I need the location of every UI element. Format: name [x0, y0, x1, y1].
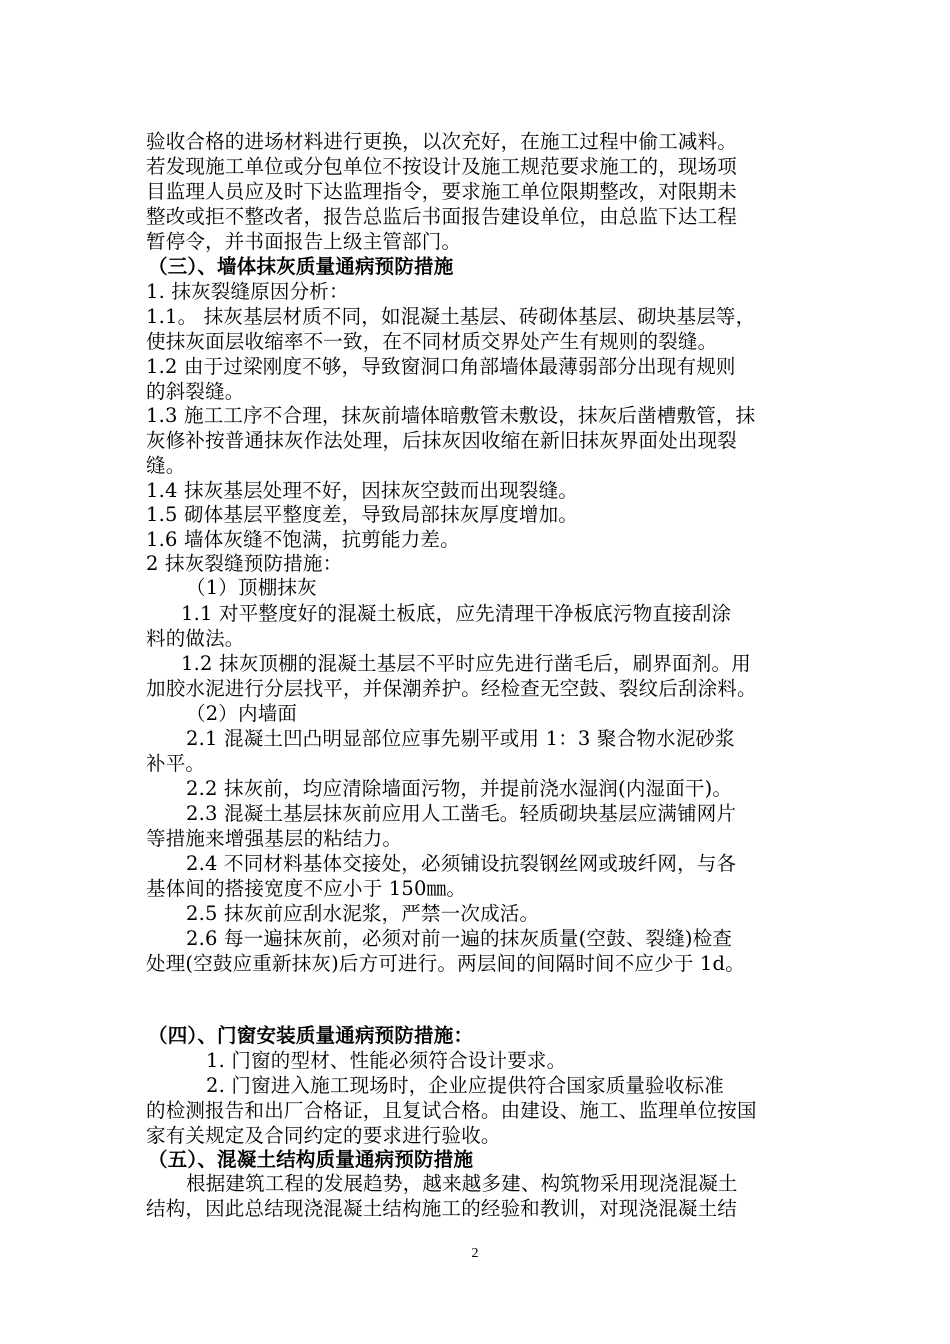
- body-text-line: 2.6 每一遍抹灰前，必须对前一遍的抹灰质量(空鼓、裂缝)检查: [186, 927, 733, 950]
- body-text-line: 1.3 施工工序不合理，抹灰前墙体暗敷管未敷设，抹灰后凿槽敷管，抹: [146, 404, 756, 427]
- body-text-line: 1.4 抹灰基层处理不好，因抹灰空鼓而出现裂缝。: [146, 479, 579, 502]
- body-text-line: 1.6 墙体灰缝不饱满，抗剪能力差。: [146, 528, 460, 551]
- body-text-line: 2.4 不同材料基体交接处，必须铺设抗裂钢丝网或玻纤网，与各: [186, 852, 737, 875]
- body-text-line: 缝。: [146, 454, 186, 477]
- body-text-line: 等措施来增强基层的粘结力。: [146, 827, 403, 850]
- body-text-line: 目监理人员应及时下达监理指令，要求施工单位限期整改，对限期未: [146, 180, 738, 203]
- body-text-line: 验收合格的进场材料进行更换，以次充好，在施工过程中偷工减料。: [146, 130, 738, 153]
- page-number: 2: [471, 1246, 479, 1261]
- body-text-line: 基体间的搭接宽度不应小于 150㎜。: [146, 877, 467, 900]
- body-text-line: 处理(空鼓应重新抹灰)后方可进行。两层间的间隔时间不应少于 1d。: [146, 952, 745, 975]
- body-text-line: 2. 门窗进入施工现场时，企业应提供符合国家质量验收标准: [206, 1074, 724, 1097]
- body-text-line: （1）顶棚抹灰: [186, 576, 317, 599]
- body-text-line: 1.5 砌体基层平整度差，导致局部抹灰厚度增加。: [146, 503, 579, 526]
- body-text-line: 2 抹灰裂缝预防措施：: [146, 552, 343, 575]
- body-text-line: 2.1 混凝土凹凸明显部位应事先剔平或用 1：3 聚合物水泥砂浆: [186, 727, 735, 750]
- body-text-line: 1.1。 抹灰基层材质不同，如混凝土基层、砖砌体基层、砌块基层等，: [146, 305, 756, 328]
- body-text-line: 1. 门窗的型材、性能必须符合设计要求。: [206, 1049, 567, 1072]
- body-text-line: 结构，因此总结现浇混凝土结构施工的经验和教训，对现浇混凝土结: [146, 1197, 738, 1220]
- body-text-line: 1.2 抹灰顶棚的混凝土基层不平时应先进行凿毛后，刷界面剂。用: [181, 652, 751, 675]
- body-text-line: 1.1 对平整度好的混凝土板底，应先清理干净板底污物直接刮涂: [181, 602, 732, 625]
- body-text-line: 根据建筑工程的发展趋势，越来越多建、构筑物采用现浇混凝土: [186, 1172, 738, 1195]
- body-text-line: 的斜裂缝。: [146, 380, 245, 403]
- body-text-line: 2.2 抹灰前，均应清除墙面污物，并提前浇水湿润(内湿面干)。: [186, 777, 733, 800]
- body-text-line: （2）内墙面: [186, 702, 298, 725]
- body-text-line: 使抹灰面层收缩率不一致，在不同材质交界处产生有规则的裂缝。: [146, 330, 718, 353]
- body-text-line: 2.3 混凝土基层抹灰前应用人工凿毛。轻质砌块基层应满铺网片: [186, 802, 737, 825]
- body-text-line: 料的做法。: [146, 627, 245, 650]
- section-heading-5: （五）、混凝土结构质量通病预防措施: [148, 1148, 474, 1171]
- section-heading-4: （四）、门窗安装质量通病预防措施：: [148, 1024, 474, 1047]
- body-text-line: 灰修补按普通抹灰作法处理，后抹灰因收缩在新旧抹灰界面处出现裂: [146, 429, 738, 452]
- body-text-line: 家有关规定及合同约定的要求进行验收。: [146, 1124, 501, 1147]
- body-text-line: 2.5 抹灰前应刮水泥浆，严禁一次成活。: [186, 902, 540, 925]
- section-heading-3: （三）、墙体抹灰质量通病预防措施: [148, 255, 454, 278]
- body-text-line: 1.2 由于过梁刚度不够，导致窗洞口角部墙体最薄弱部分出现有规则: [146, 355, 736, 378]
- body-text-line: 的检测报告和出厂合格证，且复试合格。由建设、施工、监理单位按国: [146, 1099, 757, 1122]
- body-text-line: 暂停令，并书面报告上级主管部门。: [146, 230, 462, 253]
- body-text-line: 整改或拒不整改者，报告总监后书面报告建设单位，由总监下达工程: [146, 205, 738, 228]
- body-text-line: 补平。: [146, 752, 206, 775]
- body-text-line: 1. 抹灰裂缝原因分析：: [146, 280, 349, 303]
- body-text-line: 若发现施工单位或分包单位不按设计及施工规范要求施工的，现场项: [146, 155, 738, 178]
- body-text-line: 加胶水泥进行分层找平，并保潮养护。经检查无空鼓、裂纹后刮涂料。: [146, 677, 757, 700]
